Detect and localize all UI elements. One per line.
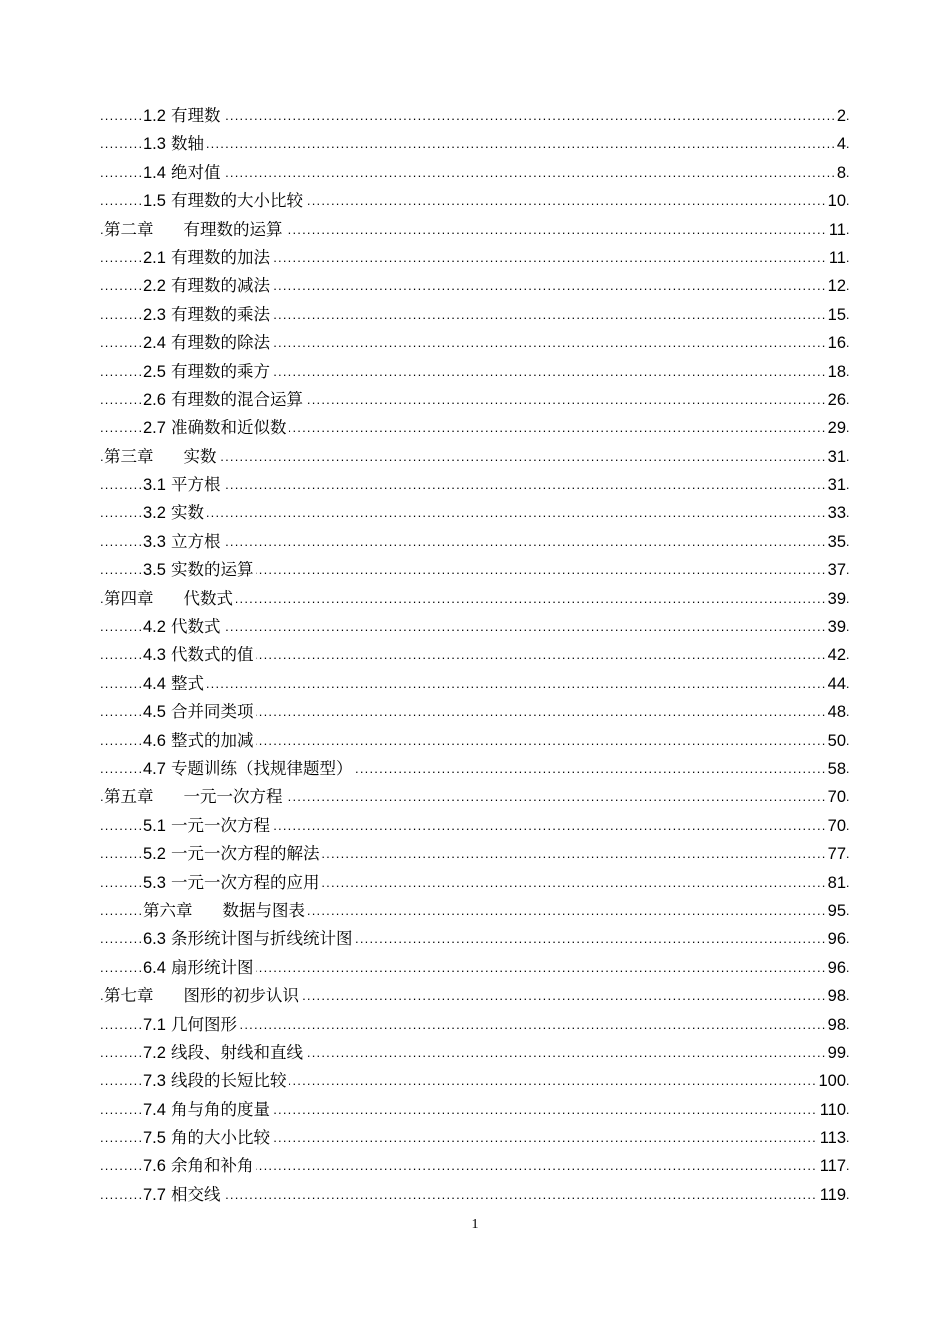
- entry-title: 相交线: [170, 1184, 221, 1204]
- entry-title: 几何图形: [170, 1014, 237, 1034]
- page-ref: 11: [826, 244, 846, 272]
- entry-title: 代数式的值: [170, 645, 254, 665]
- toc-section-entry[interactable]: [0, 471, 950, 499]
- toc-section-entry[interactable]: [0, 613, 950, 641]
- page-ref: 50: [825, 727, 846, 755]
- toc-section-entry[interactable]: [0, 159, 950, 187]
- toc-entry-label: [143, 698, 256, 726]
- entry-title: 一元一次方程的解法: [170, 844, 320, 864]
- toc-section-entry[interactable]: [0, 812, 950, 840]
- toc-entry-label: [143, 556, 256, 584]
- entry-title: 一元一次方程的应用: [170, 872, 320, 892]
- page-ref: 98: [825, 982, 846, 1010]
- entry-title: 数轴: [170, 134, 204, 154]
- toc-entry-label: [143, 954, 256, 982]
- toc-entry-label: [143, 528, 223, 556]
- dot-leader: [100, 499, 850, 527]
- page-ref: 2: [834, 102, 846, 130]
- entry-title: 有理数的乘方: [170, 361, 270, 381]
- toc-entry-label: [143, 897, 308, 925]
- toc-entry-label: [143, 670, 207, 698]
- toc-entry-label: [104, 216, 286, 244]
- toc-section-entry[interactable]: [0, 272, 950, 300]
- chapter-number: 第三章: [104, 446, 154, 466]
- toc-section-entry[interactable]: [0, 954, 950, 982]
- page-ref: 70: [825, 783, 846, 811]
- page-ref: 4: [834, 130, 846, 158]
- section-number: 6.4: [143, 958, 166, 977]
- entry-title: 数据与图表: [222, 900, 305, 920]
- section-number: 1.4: [143, 163, 166, 182]
- chapter-number: 第二章: [104, 219, 154, 239]
- toc-entry-label: [143, 130, 207, 158]
- entry-title: 图形的初步认识: [183, 986, 299, 1006]
- entry-title: 有理数的混合运算: [170, 389, 303, 409]
- page-ref: 100: [815, 1067, 846, 1095]
- page-ref: 117: [817, 1152, 846, 1180]
- page-ref: 70: [825, 812, 846, 840]
- toc-section-entry[interactable]: [0, 670, 950, 698]
- page-ref: 95: [825, 897, 846, 925]
- entry-title: 条形统计图与折线统计图: [170, 929, 353, 949]
- toc-section-entry[interactable]: [0, 528, 950, 556]
- entry-title: 有理数的减法: [170, 276, 270, 296]
- section-number: 1.2: [143, 107, 166, 125]
- page-ref: 42: [825, 641, 846, 669]
- dot-leader: [100, 130, 850, 158]
- toc-section-entry[interactable]: [0, 556, 950, 584]
- entry-title: 余角和补角: [170, 1156, 254, 1176]
- page-ref: 96: [825, 925, 846, 953]
- section-number: 4.3: [143, 646, 166, 665]
- toc-section-entry[interactable]: [0, 641, 950, 669]
- toc-entry-label: [143, 1067, 289, 1095]
- chapter-number: 第五章: [104, 787, 154, 807]
- toc-section-entry[interactable]: [0, 925, 950, 953]
- section-number: 4.4: [143, 674, 166, 693]
- toc-section-entry[interactable]: [0, 1124, 950, 1152]
- toc-section-entry[interactable]: [0, 187, 950, 215]
- toc-section-entry[interactable]: [0, 869, 950, 897]
- entry-title: 有理数的大小比较: [170, 191, 303, 211]
- page-ref: 113: [817, 1124, 846, 1152]
- section-number: 7.6: [143, 1157, 166, 1176]
- page-ref: 37: [825, 556, 846, 584]
- entry-title: 角的大小比较: [170, 1128, 270, 1148]
- toc-entry-label: [143, 1124, 273, 1152]
- page-ref: 39: [825, 613, 846, 641]
- toc-entry-label: [143, 471, 223, 499]
- section-number: 4.5: [143, 703, 166, 722]
- entry-title: 平方根: [170, 475, 221, 495]
- page-ref: 18: [825, 358, 846, 386]
- toc-section-entry[interactable]: [0, 1152, 950, 1180]
- entry-title: 有理数的除法: [170, 333, 270, 353]
- toc-entry-label: [143, 755, 355, 783]
- toc-entry-label: [143, 840, 322, 868]
- toc-entry-label: [143, 925, 355, 953]
- toc-section-entry[interactable]: [0, 386, 950, 414]
- entry-title: 实数: [183, 446, 217, 466]
- entry-title: 立方根: [170, 531, 221, 551]
- toc-entry-label: [143, 301, 273, 329]
- section-number: 7.3: [143, 1072, 166, 1091]
- toc-section-entry[interactable]: [0, 727, 950, 755]
- section-number: 4.7: [143, 759, 166, 778]
- entry-title: 绝对值: [170, 162, 221, 182]
- page-ref: 98: [825, 1011, 846, 1039]
- toc-section-entry[interactable]: [0, 414, 950, 442]
- toc-chapter-entry[interactable]: [0, 216, 950, 244]
- page-ref: 11: [826, 216, 846, 244]
- section-number: 7.2: [143, 1043, 166, 1062]
- page-ref: 8: [834, 159, 846, 187]
- entry-title: 线段的长短比较: [170, 1071, 287, 1091]
- toc-chapter-entry[interactable]: [0, 585, 950, 613]
- entry-title: 代数式: [170, 617, 221, 637]
- toc-entry-label: [143, 272, 273, 300]
- toc-entry-label: [143, 329, 273, 357]
- page-ref: 99: [825, 1039, 846, 1067]
- toc-entry-label: [143, 869, 322, 897]
- toc-entry-label: [143, 1011, 240, 1039]
- section-number: 2.5: [143, 362, 166, 381]
- table-of-contents: [0, 102, 950, 1209]
- entry-title: 准确数和近似数: [170, 418, 287, 438]
- page-ref: 110: [817, 1096, 846, 1124]
- toc-entry-label: [143, 499, 207, 527]
- section-number: 7.4: [143, 1100, 166, 1119]
- section-number: 1.5: [143, 192, 166, 211]
- section-number: 5.3: [143, 873, 166, 892]
- entry-title: 有理数: [170, 106, 221, 125]
- section-number: 6.3: [143, 930, 166, 949]
- chapter-number: 第七章: [104, 986, 154, 1006]
- page-ref: 77: [825, 840, 846, 868]
- toc-entry-label: [104, 783, 286, 811]
- entry-title: 整式的加减: [170, 730, 254, 750]
- toc-chapter-entry[interactable]: [0, 982, 950, 1010]
- section-number: 3.3: [143, 532, 166, 551]
- entry-title: 线段、射线和直线: [170, 1042, 303, 1062]
- toc-entry-label: [104, 982, 302, 1010]
- entry-title: 有理数的运算: [183, 219, 283, 239]
- toc-entry-label: [143, 727, 256, 755]
- toc-section-entry[interactable]: [0, 244, 950, 272]
- entry-title: 有理数的加法: [170, 247, 270, 267]
- toc-section-entry[interactable]: [0, 1067, 950, 1095]
- toc-entry-label: [143, 414, 289, 442]
- toc-entry-label: [143, 1039, 306, 1067]
- toc-section-entry[interactable]: [0, 329, 950, 357]
- entry-title: 一元一次方程: [170, 815, 270, 835]
- toc-chapter-entry[interactable]: [0, 443, 950, 471]
- toc-section-entry[interactable]: [0, 1039, 950, 1067]
- section-number: 4.6: [143, 731, 166, 750]
- section-number: 2.3: [143, 305, 166, 324]
- entry-title: 扇形统计图: [170, 957, 254, 977]
- section-number: 2.1: [143, 248, 166, 267]
- toc-chapter-entry[interactable]: [0, 783, 950, 811]
- toc-entry-label: [143, 244, 273, 272]
- toc-section-entry[interactable]: [0, 301, 950, 329]
- toc-section-entry[interactable]: [0, 130, 950, 158]
- page-number: 1: [471, 1217, 479, 1232]
- page-ref: 10: [825, 187, 846, 215]
- section-number: 7.7: [143, 1185, 166, 1204]
- page-ref: 29: [825, 414, 846, 442]
- toc-entry-label: [143, 641, 256, 669]
- toc-chapter-entry[interactable]: [0, 897, 950, 925]
- toc-section-entry[interactable]: [0, 358, 950, 386]
- toc-entry-label: [143, 187, 306, 215]
- page-ref: 119: [817, 1181, 846, 1209]
- section-number: 2.7: [143, 419, 166, 438]
- chapter-number: 第四章: [104, 588, 154, 608]
- toc-entry-label: [143, 812, 273, 840]
- page-ref: 58: [825, 755, 846, 783]
- toc-section-entry[interactable]: [0, 840, 950, 868]
- toc-section-entry[interactable]: [0, 102, 950, 130]
- section-number: 2.2: [143, 277, 166, 296]
- page-ref: 39: [825, 585, 846, 613]
- page-ref: 48: [825, 698, 846, 726]
- page-ref: 33: [825, 499, 846, 527]
- section-number: 7.1: [143, 1015, 166, 1034]
- section-number: 5.2: [143, 845, 166, 864]
- entry-title: 实数: [170, 503, 204, 523]
- section-number: 3.5: [143, 561, 166, 580]
- page-ref: 12: [825, 272, 846, 300]
- entry-title: 实数的运算: [170, 560, 254, 580]
- entry-title: 合并同类项: [170, 702, 254, 722]
- page-ref: 31: [825, 443, 846, 471]
- toc-section-entry[interactable]: [0, 499, 950, 527]
- section-number: 3.1: [143, 476, 166, 495]
- entry-title: 一元一次方程: [183, 787, 283, 807]
- toc-entry-label: [143, 358, 273, 386]
- section-number: 4.2: [143, 618, 166, 637]
- page-ref: 16: [825, 329, 846, 357]
- entry-title: 代数式: [183, 588, 233, 608]
- entry-title: 整式: [170, 673, 204, 693]
- page-ref: 96: [825, 954, 846, 982]
- page-ref: 44: [825, 670, 846, 698]
- toc-section-entry[interactable]: [0, 698, 950, 726]
- page-ref: 15: [825, 301, 846, 329]
- toc-entry-label: [104, 443, 220, 471]
- chapter-number: 第六章: [143, 900, 193, 920]
- toc-entry-label: [143, 1096, 273, 1124]
- toc-entry-label: [143, 159, 223, 187]
- toc-entry-label: [143, 102, 223, 130]
- page-ref: 26: [825, 386, 846, 414]
- toc-section-entry[interactable]: [0, 1011, 950, 1039]
- toc-section-entry[interactable]: [0, 1181, 950, 1209]
- section-number: 5.1: [143, 816, 166, 835]
- dot-leader: [100, 670, 850, 698]
- page-ref: 81: [825, 869, 846, 897]
- section-number: 2.4: [143, 334, 166, 353]
- toc-entry-label: [143, 1152, 256, 1180]
- page-ref: 31: [825, 471, 846, 499]
- section-number: 1.3: [143, 135, 166, 154]
- toc-entry-label: [143, 386, 306, 414]
- toc-entry-label: [143, 613, 223, 641]
- section-number: 2.6: [143, 390, 166, 409]
- entry-title: 专题训练（找规律题型）: [170, 758, 353, 778]
- toc-section-entry[interactable]: [0, 755, 950, 783]
- toc-entry-label: [143, 1181, 223, 1209]
- section-number: 3.2: [143, 504, 166, 523]
- entry-title: 有理数的乘法: [170, 304, 270, 324]
- toc-section-entry[interactable]: [0, 1096, 950, 1124]
- entry-title: 角与角的度量: [170, 1099, 270, 1119]
- page-ref: 35: [825, 528, 846, 556]
- section-number: 7.5: [143, 1129, 166, 1148]
- toc-entry-label: [104, 585, 236, 613]
